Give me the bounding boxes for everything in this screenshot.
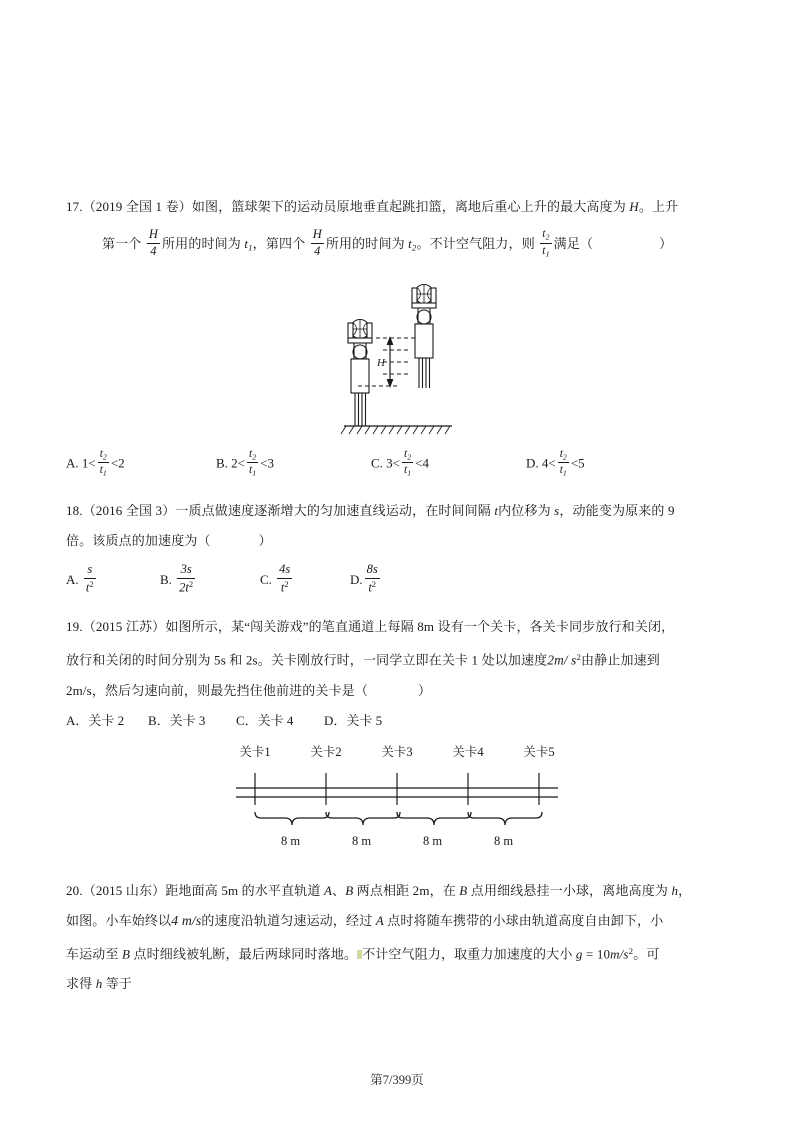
- q18-optA-num: s: [84, 563, 96, 578]
- q19-option-C-text: 关卡 4: [257, 712, 294, 728]
- q17-var-H: H: [629, 199, 639, 214]
- question-18: [66, 496, 728, 598]
- q20-line1-a: 距地面高 5m 的水平直轨道: [165, 882, 324, 898]
- q17-optC-num-var: t: [404, 447, 408, 460]
- q17-option-C-pre: 3<: [386, 455, 401, 471]
- q20-line3-a: 车运动至: [66, 946, 123, 962]
- distance-label-2: 8 m: [351, 833, 372, 848]
- q20-unit: m/s: [610, 946, 629, 962]
- q17-line2-e: 。不计空气阻力，则: [416, 236, 539, 251]
- q18-var-s: s: [554, 503, 560, 519]
- q17-option-B-post: <3: [260, 455, 274, 471]
- q18-line1-b: 内位移为: [498, 503, 555, 519]
- q18-optC-den: [277, 579, 292, 595]
- q19-option-A-text: 关卡 2: [88, 712, 125, 728]
- q18-number: 18.: [66, 503, 83, 519]
- q17-optB-num: [247, 448, 258, 464]
- q18-source: （2016 全国 3）: [82, 503, 176, 519]
- q19-line2-b: 由静止加速到: [581, 652, 660, 668]
- q20-var-h2: h: [95, 976, 103, 992]
- q17-optB-den-var: t: [249, 464, 253, 477]
- q17-option-A-pre: 1<: [81, 455, 96, 471]
- q18-optA-den-var: t: [85, 579, 90, 594]
- q17-option-D-post: <5: [570, 455, 585, 471]
- q20-var-g: g: [575, 946, 583, 962]
- question-20: [66, 876, 728, 1000]
- q20-line3-c: 不计空气阻力，取重力加速度的大小: [362, 946, 576, 962]
- q18-option-C-frac: [277, 563, 292, 594]
- q17-optA-num-var: t: [99, 447, 103, 460]
- q17-optA-den: [98, 463, 109, 478]
- q17-line2-g: ）: [659, 236, 673, 251]
- q17-optB-num-var: t: [249, 447, 253, 460]
- question-17-line-1: [66, 192, 728, 222]
- q18-optD-num: 8s: [365, 563, 380, 578]
- basketball-dunk-svg: [328, 276, 466, 444]
- q19-option-D[interactable]: [324, 706, 412, 736]
- q18-optB-num: 3s: [177, 563, 195, 578]
- q18-option-B[interactable]: [160, 562, 260, 598]
- q18-option-D-letter: D.: [350, 572, 363, 588]
- page-footer-text: 第7/399页: [370, 1073, 424, 1087]
- q17-source: （2019 全国 1 卷）: [82, 199, 192, 214]
- q17-line2-f: 满足（: [553, 236, 594, 251]
- question-17-options: [66, 448, 728, 479]
- q17-option-B-ratio: [247, 448, 258, 479]
- q20-line1-b: 、: [332, 882, 346, 898]
- q17-t2-sub: 2: [411, 242, 417, 253]
- q17-line2-c: ，第四个: [252, 236, 309, 251]
- q17-optC-num: [402, 448, 413, 464]
- q17-optA-den-sub: 1: [102, 468, 107, 478]
- q17-line1-text-b: 。上升: [638, 199, 679, 214]
- q17-ratio-den-var: t: [542, 245, 546, 258]
- q17-optC-den: [402, 463, 413, 478]
- q17-line1-text-a: 如图，篮球架下的运动员原地垂直起跳扣篮，离地后重心上升的最大高度为: [191, 199, 630, 214]
- q20-line1-d: 点用细线悬挂一小球，离地高度为: [467, 882, 672, 898]
- q18-option-B-frac: [177, 563, 195, 594]
- q17-optA-den-var: t: [99, 464, 103, 477]
- distance-label-4: 8 m: [493, 833, 514, 848]
- q18-option-A-frac: [84, 563, 96, 594]
- q17-option-B[interactable]: [216, 448, 371, 479]
- q17-option-C-letter: C.: [371, 455, 383, 471]
- q17-option-C-post: <4: [415, 455, 429, 471]
- q20-speed-value: 4 m/s: [171, 912, 202, 928]
- q17-optC-den-var: t: [404, 464, 408, 477]
- q17-t2: t: [408, 236, 412, 251]
- q17-ratio-den: [540, 244, 551, 259]
- q17-line2-b: 所用的时间为: [162, 236, 245, 251]
- q19-line3-b: ）: [418, 682, 432, 698]
- q18-line2-b: ）: [258, 533, 272, 549]
- q17-ratio-num: [540, 228, 551, 244]
- q17-option-B-letter: B.: [216, 455, 228, 471]
- question-18-line-2: [66, 526, 728, 556]
- q18-option-A-letter: A.: [66, 572, 79, 588]
- q18-line1-c: ，动能变为原来的 9: [559, 503, 675, 519]
- q20-line3-eq: = 10: [582, 946, 611, 962]
- q17-option-A-ratio: [98, 448, 109, 479]
- question-19: [66, 612, 728, 850]
- question-17: [66, 192, 728, 478]
- distance-label-1: 8 m: [280, 833, 301, 848]
- q17-optC-num-sub: 2: [407, 451, 412, 461]
- q19-accel-sup: 2: [576, 652, 582, 663]
- q17-optB-num-sub: 2: [252, 451, 257, 461]
- q18-optA-den-sup: 2: [89, 578, 94, 589]
- q18-line2: 倍。该质点的加速度为（: [66, 533, 211, 549]
- gate-labels-row: [232, 742, 562, 764]
- q17-frac2-denominator: 4: [314, 243, 321, 258]
- q18-line1-a: 一质点做速度逐渐增大的匀加速直线运动，在时间间隔: [175, 503, 495, 519]
- q18-option-C-letter: C.: [260, 572, 272, 588]
- distance-label-3: 8 m: [422, 833, 443, 848]
- q19-option-B-letter: B．: [148, 712, 170, 728]
- q17-option-B-pre: 2<: [231, 455, 246, 471]
- question-19-line-3: [66, 676, 728, 706]
- q18-option-D-frac: [365, 563, 380, 594]
- q17-optD-den-var: t: [559, 464, 563, 477]
- q19-option-A[interactable]: [66, 706, 148, 736]
- q17-optD-den-sub: 1: [562, 468, 567, 478]
- q17-option-A-post: <2: [110, 455, 125, 471]
- question-20-line-4: [66, 969, 728, 999]
- q18-optB-den-var: 2t: [179, 579, 189, 594]
- q17-option-A-letter: A.: [66, 455, 79, 471]
- q17-frac-denominator: 4: [150, 243, 157, 258]
- question-20-line-1: [66, 876, 728, 906]
- q17-option-D-ratio: [558, 448, 569, 479]
- q20-line2-a: 如图。小车始终以: [66, 912, 172, 928]
- q19-accel-value: 2m/ s: [547, 652, 577, 668]
- q17-line2-a: 第一个: [102, 236, 145, 251]
- q17-optC-den-sub: 1: [407, 468, 412, 478]
- q17-option-D[interactable]: [526, 448, 676, 479]
- q20-var-h: h: [671, 882, 679, 898]
- q17-optB-den: [247, 463, 258, 478]
- q18-optC-den-var: t: [280, 579, 285, 594]
- q17-optD-num-sub: 2: [562, 451, 567, 461]
- q19-line1: 如图所示，某“闯关游戏”的笔直通道上每隔 8m 设有一个关卡，各关卡同步放行和关闭，: [165, 619, 675, 635]
- q17-optB-den-sub: 1: [252, 468, 257, 478]
- q17-ratio-den-sub: 1: [545, 249, 550, 259]
- q17-ratio-num-var: t: [542, 228, 546, 241]
- gate-label-1: 关卡1: [239, 744, 271, 759]
- q20-line3-d: 。可: [633, 946, 660, 962]
- q17-frac-H-over-4: [147, 228, 160, 258]
- q17-frac-numerator: H: [147, 228, 160, 243]
- q20-line1-e: ，: [678, 882, 692, 898]
- q20-line4-b: 等于: [102, 976, 133, 992]
- question-19-line-2: [66, 642, 728, 676]
- q20-line4-a: 求得: [66, 976, 96, 992]
- q18-option-A[interactable]: [66, 562, 160, 598]
- q19-number: 19.: [66, 619, 83, 635]
- q19-option-D-text: 关卡 5: [346, 712, 383, 728]
- gate-label-2: 关卡2: [310, 744, 342, 759]
- q19-source: （2015 江苏）: [82, 619, 166, 635]
- q20-source: （2015 山东）: [82, 882, 166, 898]
- q17-option-C-ratio: [402, 448, 413, 479]
- q18-optB-den: [177, 579, 195, 595]
- q19-line3: 2m/s，然后匀速向前，则最先挡住他前进的关卡是（: [66, 682, 369, 698]
- q20-point-B3: B: [122, 946, 131, 962]
- q17-frac-H-over-4-2: [311, 228, 324, 258]
- q18-optD-den-var: t: [368, 579, 372, 594]
- gate-track-figure: [232, 742, 562, 850]
- q17-ratio-num-sub: 2: [545, 232, 550, 242]
- question-18-options: [66, 562, 728, 598]
- q17-frac2-numerator: H: [311, 228, 324, 243]
- q19-option-A-letter: A．: [66, 712, 89, 728]
- question-20-line-2: [66, 906, 728, 936]
- q20-point-A2: A: [375, 912, 384, 928]
- page-content: [66, 192, 728, 999]
- q17-t1-sub: 1: [248, 242, 253, 253]
- q19-option-B[interactable]: [148, 706, 236, 736]
- q17-option-C[interactable]: [371, 448, 526, 479]
- q17-optA-num: [98, 448, 109, 464]
- q20-point-A: A: [323, 882, 333, 898]
- basketball-dunk-figure: [328, 276, 466, 444]
- q18-option-C[interactable]: [260, 562, 350, 598]
- q17-optA-num-sub: 2: [102, 451, 107, 461]
- q18-option-D[interactable]: [350, 562, 440, 598]
- q17-option-A[interactable]: [66, 448, 216, 479]
- q20-line3-b: 点时细线被轧断，最后两球同时落地。: [130, 946, 358, 962]
- q20-unit-sup: 2: [628, 945, 634, 956]
- question-19-line-1: [66, 612, 728, 642]
- q20-line2-c: 点时将随车携带的小球由轨道高度自由卸下，小: [383, 912, 664, 928]
- q18-var-t: t: [494, 503, 499, 519]
- gate-label-3: 关卡3: [381, 744, 413, 759]
- q18-optC-den-sup: 2: [284, 578, 289, 589]
- q18-optD-den: [365, 579, 380, 595]
- q20-line2-b: 的速度沿轨道匀速运动，经过: [201, 912, 376, 928]
- q20-number: 20.: [66, 882, 83, 898]
- q19-option-B-text: 关卡 3: [169, 712, 206, 728]
- q19-option-C-letter: C．: [236, 712, 258, 728]
- q19-option-D-letter: D．: [324, 712, 347, 728]
- q17-number: 17.: [66, 199, 83, 214]
- q17-option-D-letter: D.: [526, 455, 539, 471]
- q20-point-B: B: [345, 882, 354, 898]
- q17-optD-num: [558, 448, 569, 464]
- q19-option-C[interactable]: [236, 706, 324, 736]
- figure-height-label-H: H: [377, 356, 385, 369]
- q17-t1: t: [244, 236, 249, 251]
- question-20-line-3: [66, 936, 728, 970]
- question-17-line-2: [66, 222, 728, 270]
- gate-label-5: 关卡5: [523, 744, 555, 759]
- q18-optC-num: 4s: [277, 563, 292, 578]
- q18-optD-den-sup: 2: [371, 578, 377, 589]
- q20-point-B2: B: [459, 882, 468, 898]
- page-footer: [0, 1070, 794, 1088]
- q17-optD-den: [558, 463, 569, 478]
- q18-optB-den-sup: 2: [188, 578, 194, 589]
- question-18-line-1: [66, 496, 728, 526]
- q17-line2-d: 所用的时间为: [325, 236, 409, 251]
- q18-option-B-letter: B.: [160, 572, 172, 588]
- question-19-options: [66, 706, 728, 736]
- q18-optA-den: [84, 579, 96, 595]
- q17-ratio-t2-over-t1: [540, 228, 551, 259]
- q20-line1-c: 两点相距 2m，在: [353, 882, 460, 898]
- q17-option-D-pre: 4<: [541, 455, 556, 471]
- q19-line2-a: 放行和关闭的时间分别为 5s 和 2s。关卡刚放行时，一同学立即在关卡 1 处以加速度: [66, 652, 548, 668]
- q17-optD-num-var: t: [559, 447, 563, 460]
- gate-label-4: 关卡4: [452, 744, 484, 759]
